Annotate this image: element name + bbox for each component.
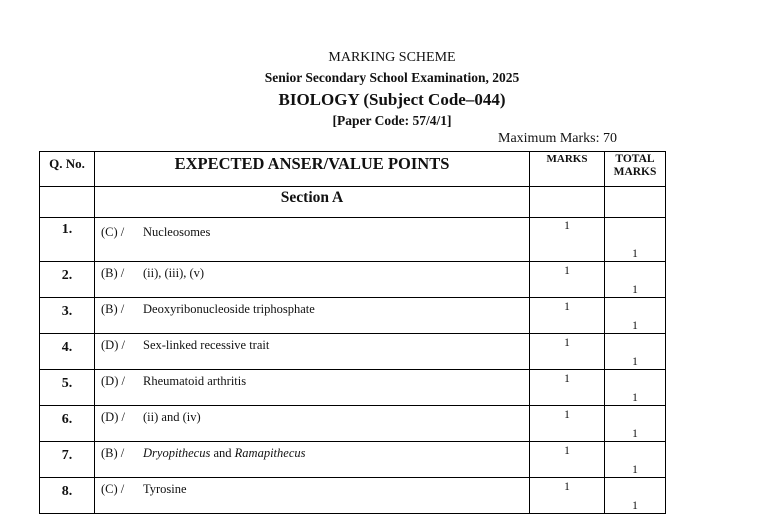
answer-option: (D) / [101, 374, 125, 388]
answer-text-genus-a: Dryopithecus [143, 446, 211, 460]
question-number: 5. [40, 370, 95, 406]
answer-option: (B) / [101, 302, 125, 316]
table-row [40, 334, 666, 370]
answer-cell [95, 334, 530, 370]
total-cell [605, 262, 666, 298]
answer-option: (B) / [101, 266, 125, 280]
answer-cell [95, 298, 530, 334]
exam-name: Senior Secondary School Examination, 2025 [264, 70, 520, 85]
paper-code: [Paper Code: 57/4/1] [332, 113, 452, 128]
answer-cell [95, 406, 530, 442]
answer-text-genus-b: Ramapithecus [234, 446, 306, 460]
scheme-title: MARKING SCHEME [328, 50, 456, 65]
total-cell [605, 334, 666, 370]
table-row [40, 298, 666, 334]
question-number: 8. [40, 478, 95, 514]
marking-table [39, 151, 666, 514]
answer-cell [95, 442, 530, 478]
marks-cell: 1 [530, 370, 605, 406]
answer-option: (B) / [101, 446, 125, 460]
answer-cell [95, 478, 530, 514]
answer-text: Tyrosine [143, 482, 187, 496]
marks-cell: 1 [530, 478, 605, 514]
marks-cell: 1 [530, 262, 605, 298]
answer-cell [95, 370, 530, 406]
answer-cell [95, 262, 530, 298]
total-cell [605, 406, 666, 442]
question-number: 7. [40, 442, 95, 478]
answer-text-joiner: and [210, 446, 235, 460]
answer-text: (ii), (iii), (v) [143, 266, 205, 280]
answer-cell [95, 218, 530, 262]
total-value: 1 [632, 464, 638, 476]
maximum-marks: Maximum Marks: 70 [498, 131, 617, 146]
answer-text: Rheumatoid arthritis [143, 374, 247, 388]
total-header-line1: TOTAL [615, 153, 655, 165]
total-cell [605, 218, 666, 262]
total-value: 1 [632, 500, 638, 512]
answer-text: (ii) and (iv) [143, 410, 201, 424]
table-row [40, 478, 666, 514]
total-cell [605, 442, 666, 478]
qno-header: Q. No. [40, 152, 95, 187]
total-marks-header [605, 152, 666, 187]
marks-cell: 1 [530, 442, 605, 478]
answer-header: EXPECTED ANSER/VALUE POINTS [95, 152, 530, 187]
answer-option: (D) / [101, 410, 125, 424]
section-title: Section A [95, 187, 530, 218]
total-value: 1 [632, 428, 638, 440]
table-row [40, 262, 666, 298]
total-value: 1 [632, 248, 638, 260]
total-header-line2: MARKS [613, 166, 657, 178]
table-row [40, 442, 666, 478]
question-number: 4. [40, 334, 95, 370]
answer-text: Sex-linked recessive trait [143, 338, 270, 352]
total-cell [605, 478, 666, 514]
total-cell [605, 298, 666, 334]
table-row [40, 406, 666, 442]
answer-option: (C) / [101, 482, 125, 496]
question-number: 1. [40, 218, 95, 262]
total-value: 1 [632, 356, 638, 368]
marks-cell: 1 [530, 218, 605, 262]
total-cell [605, 370, 666, 406]
total-value: 1 [632, 320, 638, 332]
marks-header: MARKS [530, 152, 605, 187]
subject-title: BIOLOGY (Subject Code–044) [278, 90, 506, 109]
table-header-row [40, 152, 666, 187]
section-row [40, 187, 666, 218]
question-number: 3. [40, 298, 95, 334]
marks-cell: 1 [530, 298, 605, 334]
total-value: 1 [632, 284, 638, 296]
question-number: 2. [40, 262, 95, 298]
answer-option: (D) / [101, 338, 125, 352]
answer-text: Nucleosomes [143, 225, 211, 239]
answer-option: (C) / [101, 225, 125, 239]
answer-text: Deoxyribonucleoside triphosphate [143, 302, 315, 316]
marks-cell: 1 [530, 406, 605, 442]
table-row [40, 218, 666, 262]
marks-cell: 1 [530, 334, 605, 370]
question-number: 6. [40, 406, 95, 442]
table-row [40, 370, 666, 406]
total-value: 1 [632, 392, 638, 404]
